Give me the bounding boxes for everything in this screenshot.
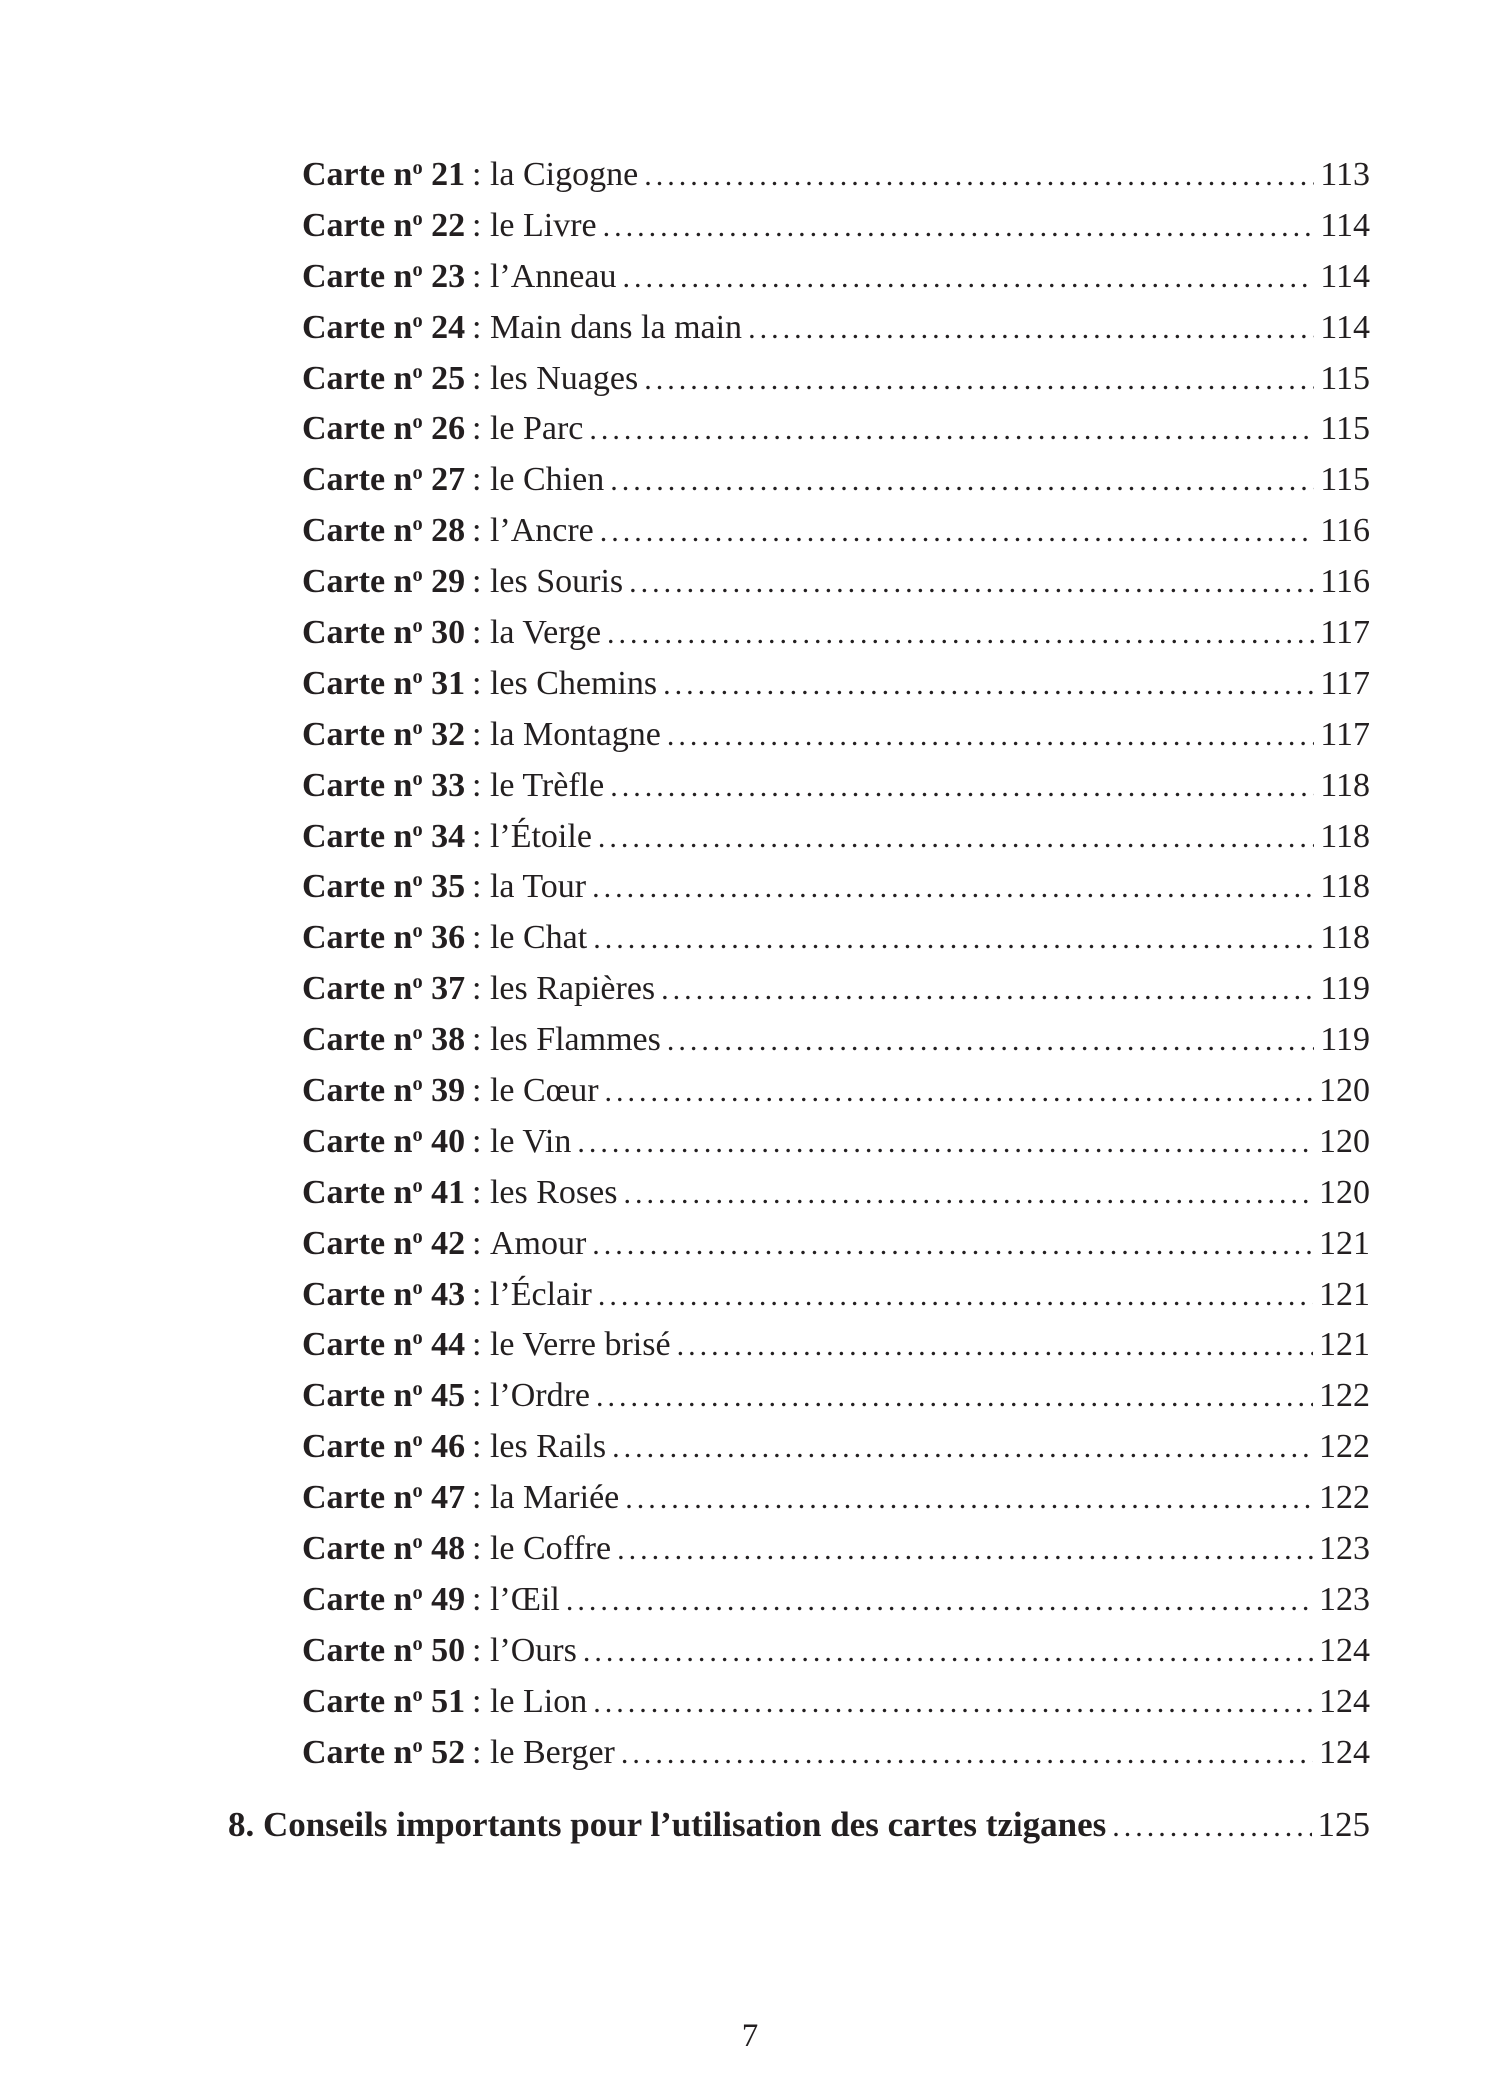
entry-label	[302, 659, 465, 710]
entry-page-number: 116	[1320, 512, 1370, 550]
entry-page-number: 121	[1319, 1326, 1370, 1364]
entry-label-text: Carte n	[302, 512, 413, 550]
entry-page-number: 113	[1320, 156, 1370, 193]
entry-label-text: Carte n	[302, 257, 413, 295]
entry-label	[302, 1626, 465, 1677]
entry-label-superscript: o	[412, 1327, 423, 1350]
toc-entry	[302, 557, 1370, 608]
toc-entry	[302, 1270, 1370, 1321]
entry-title: l’Ours	[489, 1631, 577, 1669]
entry-label-superscript: o	[412, 1123, 423, 1146]
toc-entry	[302, 201, 1370, 252]
entry-number: 23	[431, 257, 466, 295]
entry-label	[302, 303, 465, 354]
entry-page-number: 123	[1319, 1530, 1370, 1568]
entry-label	[302, 761, 465, 812]
entry-title: le Parc	[489, 410, 584, 448]
table-of-contents	[302, 150, 1370, 1779]
toc-entry	[302, 252, 1370, 303]
entry-number: 34	[431, 817, 466, 855]
entry-title: le Chien	[489, 461, 605, 499]
entry-label-superscript: o	[412, 1632, 423, 1655]
entry-number: 41	[431, 1173, 466, 1211]
entry-label-text: Carte n	[302, 868, 413, 906]
toc-entry	[302, 506, 1370, 557]
entry-page-number: 119	[1320, 970, 1370, 1008]
entry-label	[302, 1524, 465, 1575]
entry-page-number: 115	[1320, 461, 1370, 499]
entry-title: le Coffre	[489, 1530, 612, 1568]
entry-label-text: Carte n	[302, 1224, 413, 1262]
entry-label-superscript: o	[412, 716, 423, 739]
entry-title: l’Ordre	[489, 1377, 590, 1415]
entry-label-text: Carte n	[302, 766, 413, 804]
entry-label-text: Carte n	[302, 1326, 413, 1364]
entry-title: le Trèfle	[489, 766, 605, 804]
toc-entry	[302, 964, 1370, 1015]
entry-label	[302, 913, 465, 964]
entry-label-superscript: o	[412, 1225, 423, 1248]
toc-entry	[302, 1422, 1370, 1473]
entry-label-text: Carte n	[302, 461, 413, 499]
dot-leader	[663, 660, 1314, 711]
entry-separator: :	[465, 1682, 490, 1720]
entry-label-text: Carte n	[302, 614, 413, 652]
entry-label-superscript: o	[412, 1683, 423, 1706]
entry-label	[302, 1677, 465, 1728]
entry-page-number: 122	[1319, 1479, 1370, 1517]
entry-label	[302, 252, 465, 303]
entry-label	[302, 964, 465, 1015]
entry-page-number: 114	[1320, 206, 1370, 244]
entry-page-number: 116	[1320, 563, 1370, 601]
entry-page-number: 124	[1319, 1631, 1370, 1669]
entry-page-number: 122	[1319, 1428, 1370, 1466]
entry-separator: :	[465, 1479, 490, 1517]
entry-label	[302, 404, 465, 455]
toc-entry	[302, 1219, 1370, 1270]
entry-label-text: Carte n	[302, 919, 413, 957]
entry-number: 33	[431, 766, 466, 804]
entry-separator: :	[465, 257, 490, 295]
entry-separator: :	[465, 1326, 490, 1364]
dot-leader	[596, 1372, 1313, 1423]
dot-leader	[592, 1220, 1313, 1271]
entry-number: 39	[431, 1072, 466, 1110]
entry-title: les Souris	[489, 563, 624, 601]
dot-leader	[598, 813, 1314, 864]
toc-entry	[302, 1728, 1370, 1779]
entry-separator: :	[465, 614, 490, 652]
dot-leader	[603, 202, 1315, 253]
entry-number: 40	[431, 1122, 466, 1160]
entry-page-number: 115	[1320, 410, 1370, 448]
entry-label-text: Carte n	[302, 1122, 413, 1160]
entry-number: 26	[431, 410, 466, 448]
entry-label	[302, 1728, 465, 1779]
toc-entry	[302, 710, 1370, 761]
dot-leader	[629, 558, 1314, 609]
entry-separator: :	[465, 1021, 490, 1059]
entry-label-text: Carte n	[302, 563, 413, 601]
entry-label-text: Carte n	[302, 1275, 413, 1313]
entry-number: 29	[431, 563, 466, 601]
entry-number: 30	[431, 614, 466, 652]
entry-separator: :	[465, 1733, 490, 1771]
entry-label-superscript: o	[412, 614, 423, 637]
dot-leader	[612, 1423, 1313, 1474]
dot-leader	[617, 1525, 1313, 1576]
entry-title: l’Œil	[489, 1580, 560, 1618]
entry-separator: :	[465, 156, 490, 193]
entry-separator: :	[465, 1530, 490, 1568]
entry-page-number: 119	[1320, 1021, 1370, 1059]
dot-leader	[577, 1118, 1313, 1169]
toc-entry	[302, 354, 1370, 405]
entry-page-number: 122	[1319, 1377, 1370, 1415]
dot-leader	[625, 1474, 1313, 1525]
entry-number: 32	[431, 715, 466, 753]
entry-title: le Berger	[489, 1733, 615, 1771]
entry-page-number: 124	[1319, 1682, 1370, 1720]
entry-title: le Vin	[489, 1122, 572, 1160]
dot-leader	[607, 609, 1314, 660]
entry-label-superscript: o	[412, 563, 423, 586]
entry-separator: :	[465, 664, 490, 702]
toc-entry	[302, 913, 1370, 964]
entry-separator: :	[465, 1275, 490, 1313]
entry-label-text: Carte n	[302, 308, 413, 346]
toc-entry	[302, 1015, 1370, 1066]
entry-label-text: Carte n	[302, 410, 413, 448]
entry-label-text: Carte n	[302, 1173, 413, 1211]
entry-label-superscript: o	[412, 1072, 423, 1095]
entry-separator: :	[465, 359, 490, 397]
entry-label	[302, 1371, 465, 1422]
dot-leader	[661, 965, 1314, 1016]
toc-entry	[302, 1117, 1370, 1168]
dot-leader	[644, 355, 1314, 406]
toc-entry	[302, 303, 1370, 354]
entry-title: l’Éclair	[489, 1275, 592, 1313]
entry-title: Amour	[489, 1224, 587, 1262]
toc-entry	[302, 761, 1370, 812]
entry-title: les Rapières	[489, 970, 656, 1008]
entry-label-text: Carte n	[302, 206, 413, 244]
entry-number: 46	[431, 1428, 466, 1466]
dot-leader	[610, 762, 1314, 813]
entry-label	[302, 201, 465, 252]
entry-separator: :	[465, 410, 490, 448]
entry-label-text: Carte n	[302, 156, 413, 193]
entry-label-superscript: o	[412, 1276, 423, 1299]
entry-label-text: Carte n	[302, 1377, 413, 1415]
dot-leader	[667, 1016, 1314, 1067]
entry-page-number: 120	[1319, 1122, 1370, 1160]
entry-number: 31	[431, 664, 466, 702]
entry-title: le Lion	[489, 1682, 588, 1720]
entry-page-number: 118	[1320, 868, 1370, 906]
dot-leader	[593, 1678, 1313, 1729]
toc-entry	[302, 862, 1370, 913]
entry-number: 24	[431, 308, 466, 346]
dot-leader	[610, 456, 1314, 507]
entry-separator: :	[465, 766, 490, 804]
entry-title: les Flammes	[489, 1021, 661, 1059]
toc-entry	[302, 1524, 1370, 1575]
dot-leader	[644, 151, 1314, 202]
entry-title: l’Étoile	[489, 817, 592, 855]
entry-label-superscript: o	[412, 869, 423, 892]
entry-page-number: 114	[1320, 308, 1370, 346]
entry-number: 37	[431, 970, 466, 1008]
entry-page-number: 115	[1320, 359, 1370, 397]
entry-title: la Tour	[489, 868, 587, 906]
entry-label	[302, 354, 465, 405]
entry-number: 27	[431, 461, 466, 499]
entry-label	[302, 862, 465, 913]
entry-label	[302, 1168, 465, 1219]
entry-label	[302, 1473, 465, 1524]
dot-leader	[623, 1169, 1313, 1220]
entry-label	[302, 1270, 465, 1321]
entry-separator: :	[465, 1428, 490, 1466]
entry-label-superscript: o	[412, 1174, 423, 1197]
entry-separator: :	[465, 1377, 490, 1415]
entry-label-superscript: o	[412, 1479, 423, 1502]
entry-label-superscript: o	[412, 767, 423, 790]
entry-number: 35	[431, 868, 466, 906]
entry-number: 44	[431, 1326, 466, 1364]
entry-title: le Chat	[489, 919, 588, 957]
entry-title: le Verre brisé	[489, 1326, 671, 1364]
entry-label	[302, 1422, 465, 1473]
entry-label-superscript: o	[412, 1429, 423, 1452]
entry-separator: :	[465, 1224, 490, 1262]
entry-label-text: Carte n	[302, 1479, 413, 1517]
entry-label-superscript: o	[412, 665, 423, 688]
toc-entry	[302, 1066, 1370, 1117]
entry-number: 51	[431, 1682, 466, 1720]
entry-label-text: Carte n	[302, 1428, 413, 1466]
entry-number: 43	[431, 1275, 466, 1313]
entry-number: 38	[431, 1021, 466, 1059]
entry-label-superscript: o	[412, 971, 423, 994]
entry-label-text: Carte n	[302, 817, 413, 855]
entry-page-number: 117	[1320, 715, 1370, 753]
entry-number: 25	[431, 359, 466, 397]
entry-number: 22	[431, 206, 466, 244]
dot-leader	[600, 507, 1314, 558]
entry-title: Main dans la main	[489, 308, 743, 346]
entry-separator: :	[465, 1173, 490, 1211]
entry-title: la Verge	[489, 614, 602, 652]
entry-title: la Mariée	[489, 1479, 620, 1517]
entry-label	[302, 150, 465, 201]
entry-number: 21	[431, 156, 466, 193]
section-title: 8. Conseils importants pour l’utilisation des cartes tziganes	[228, 1805, 1107, 1844]
toc-entry	[302, 659, 1370, 710]
toc-entry	[302, 1575, 1370, 1626]
dot-leader	[748, 304, 1314, 355]
entry-separator: :	[465, 563, 490, 601]
entry-label	[302, 1015, 465, 1066]
entry-title: les Rails	[489, 1428, 607, 1466]
entry-title: l’Ancre	[489, 512, 594, 550]
entry-page-number: 118	[1320, 817, 1370, 855]
toc-entry	[302, 404, 1370, 455]
entry-number: 45	[431, 1377, 466, 1415]
entry-label-text: Carte n	[302, 1682, 413, 1720]
toc-entry	[302, 812, 1370, 863]
entry-separator: :	[465, 868, 490, 906]
entry-label-superscript: o	[412, 156, 423, 179]
toc-entry	[302, 150, 1370, 201]
entry-label-text: Carte n	[302, 1733, 413, 1771]
entry-separator: :	[465, 970, 490, 1008]
entry-separator: :	[465, 919, 490, 957]
dot-leader	[667, 711, 1314, 762]
entry-page-number: 120	[1319, 1072, 1370, 1110]
entry-label	[302, 1117, 465, 1168]
entry-title: le Livre	[489, 206, 597, 244]
entry-label-superscript: o	[412, 207, 423, 230]
entry-label-superscript: o	[412, 309, 423, 332]
entry-title: les Roses	[489, 1173, 618, 1211]
entry-label-superscript: o	[412, 411, 423, 434]
entry-label	[302, 812, 465, 863]
entry-label-text: Carte n	[302, 1530, 413, 1568]
dot-leader	[592, 863, 1314, 914]
page-number: 7	[741, 2018, 759, 2054]
dot-leader	[583, 1627, 1313, 1678]
entry-label	[302, 1320, 465, 1371]
entry-label-text: Carte n	[302, 1021, 413, 1059]
entry-label-superscript: o	[412, 818, 423, 841]
entry-separator: :	[465, 1631, 490, 1669]
entry-label-superscript: o	[412, 920, 423, 943]
entry-label-text: Carte n	[302, 715, 413, 753]
entry-label-superscript: o	[412, 1021, 423, 1044]
entry-number: 47	[431, 1479, 466, 1517]
entry-number: 49	[431, 1580, 466, 1618]
entry-label	[302, 608, 465, 659]
entry-label-superscript: o	[412, 1581, 423, 1604]
entry-separator: :	[465, 1122, 490, 1160]
entry-label-text: Carte n	[302, 1631, 413, 1669]
entry-title: les Nuages	[489, 359, 639, 397]
dot-leader	[622, 253, 1314, 304]
entry-label-superscript: o	[412, 360, 423, 383]
entry-label-superscript: o	[412, 1530, 423, 1553]
toc-entry	[302, 455, 1370, 506]
entry-separator: :	[465, 461, 490, 499]
entry-label-superscript: o	[412, 462, 423, 485]
dot-leader	[598, 1271, 1313, 1322]
entry-number: 52	[431, 1733, 466, 1771]
entry-separator: :	[465, 817, 490, 855]
section-page-number: 125	[1317, 1805, 1370, 1844]
entry-page-number: 118	[1320, 766, 1370, 804]
entry-page-number: 123	[1319, 1580, 1370, 1618]
dot-leader	[605, 1067, 1313, 1118]
entry-label-text: Carte n	[302, 359, 413, 397]
toc-entry	[302, 1626, 1370, 1677]
entry-number: 28	[431, 512, 466, 550]
entry-number: 42	[431, 1224, 466, 1262]
dot-leader	[593, 914, 1314, 965]
entry-page-number: 124	[1319, 1733, 1370, 1771]
dot-leader	[566, 1576, 1313, 1627]
dot-leader	[677, 1321, 1313, 1372]
entry-title: la Cigogne	[489, 156, 639, 193]
toc-entry	[302, 1473, 1370, 1524]
toc-entry	[302, 1371, 1370, 1422]
dot-leader	[1112, 1802, 1311, 1852]
entry-number: 50	[431, 1631, 466, 1669]
toc-entry	[302, 1168, 1370, 1219]
entry-page-number: 118	[1320, 919, 1370, 957]
entry-separator: :	[465, 715, 490, 753]
entry-title: la Montagne	[489, 715, 661, 753]
entry-label-text: Carte n	[302, 1072, 413, 1110]
entry-label	[302, 1066, 465, 1117]
entry-label-superscript: o	[412, 513, 423, 536]
entry-label-superscript: o	[412, 258, 423, 281]
toc-entry	[302, 608, 1370, 659]
entry-label-text: Carte n	[302, 1580, 413, 1618]
entry-label-superscript: o	[412, 1734, 423, 1757]
entry-label	[302, 1575, 465, 1626]
entry-title: l’Anneau	[489, 257, 617, 295]
entry-page-number: 117	[1320, 614, 1370, 652]
toc-entry	[302, 1677, 1370, 1728]
entry-label-text: Carte n	[302, 664, 413, 702]
entry-title: le Cœur	[489, 1072, 599, 1110]
section-entry	[228, 1800, 1370, 1852]
entry-page-number: 121	[1319, 1224, 1370, 1262]
entry-separator: :	[465, 1580, 490, 1618]
entry-label-text: Carte n	[302, 970, 413, 1008]
entry-separator: :	[465, 308, 490, 346]
dot-leader	[589, 405, 1314, 456]
entry-separator: :	[465, 1072, 490, 1110]
entry-title: les Chemins	[489, 664, 658, 702]
entry-separator: :	[465, 206, 490, 244]
entry-number: 48	[431, 1530, 466, 1568]
entry-page-number: 121	[1319, 1275, 1370, 1313]
entry-separator: :	[465, 512, 490, 550]
entry-number: 36	[431, 919, 466, 957]
entry-label	[302, 455, 465, 506]
entry-label	[302, 710, 465, 761]
entry-page-number: 120	[1319, 1173, 1370, 1211]
entry-label	[302, 1219, 465, 1270]
entry-page-number: 117	[1320, 664, 1370, 702]
entry-label-superscript: o	[412, 1378, 423, 1401]
dot-leader	[621, 1729, 1313, 1780]
entry-label	[302, 557, 465, 608]
entry-page-number: 114	[1320, 257, 1370, 295]
toc-entry	[302, 1320, 1370, 1371]
entry-label	[302, 506, 465, 557]
